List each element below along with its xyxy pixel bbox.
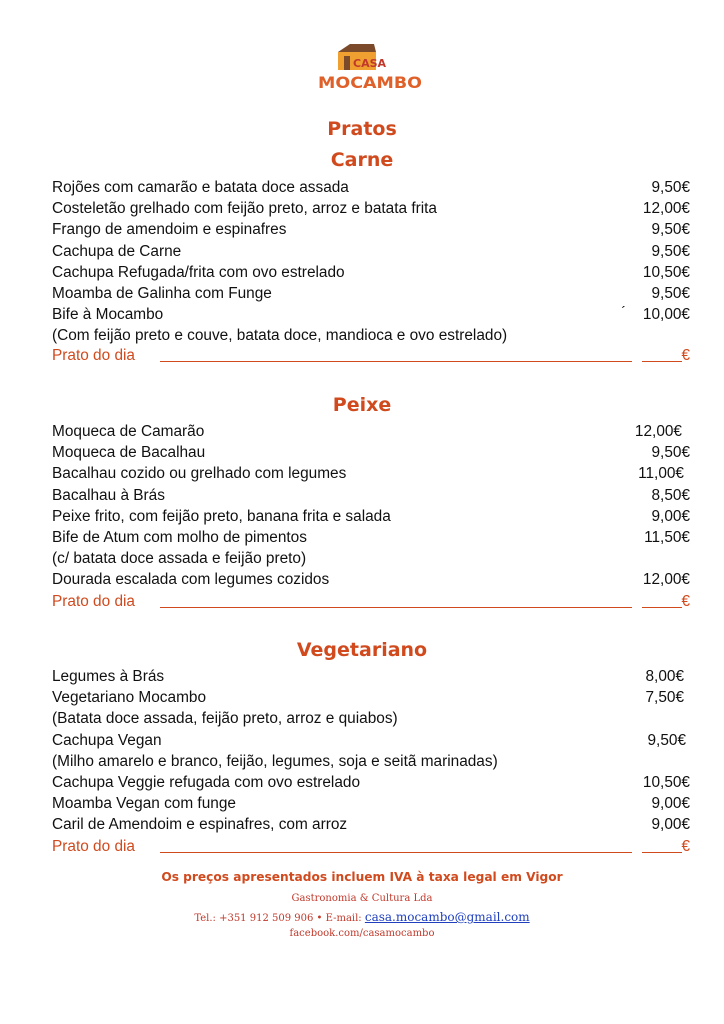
menu-item	[52, 506, 692, 527]
item-name: (Milho amarelo e branco, feijão, legumes, soja e seitã marinadas)	[52, 752, 498, 770]
item-name: Costeletão grelhado com feijão preto, arroz e batata frita	[52, 200, 437, 218]
menu-item	[52, 485, 692, 506]
menu-item	[52, 198, 692, 219]
euro-sign: €	[681, 593, 690, 610]
menu-item	[52, 814, 692, 835]
phone-text: Tel.: +351 912 509 906 • E-mail:	[194, 913, 365, 924]
item-name: Caril de Amendoim e espinafres, com arroz	[52, 816, 348, 834]
item-name: Bife de Atum com molho de pimentos	[52, 528, 307, 546]
stray-mark: ´	[621, 303, 626, 320]
item-price: 9,50€	[651, 284, 690, 302]
item-name: (Batata doce assada, feijão preto, arroz e quiabos)	[52, 710, 398, 728]
item-name: Vegetariano Mocambo	[52, 689, 207, 707]
item-name: Bacalhau cozido ou grelhado com legumes	[52, 465, 347, 483]
price-blank-line	[642, 852, 682, 853]
section-heading-vegetariano: Vegetariano	[296, 639, 428, 661]
item-name: Bife à Mocambo	[52, 306, 164, 324]
item-price: 9,00€	[651, 795, 690, 813]
peixe-list	[52, 421, 692, 591]
item-price: 8,50€	[651, 486, 690, 504]
item-price: 12,00€	[642, 571, 690, 589]
menu-item	[52, 177, 692, 198]
company-name: Gastronomia & Cultura Lda	[291, 893, 433, 904]
section-heading-peixe: Peixe	[332, 394, 392, 416]
blank-line	[160, 361, 632, 362]
item-price: 11,50€	[644, 528, 690, 546]
prato-do-dia-vegetariano	[52, 836, 692, 858]
item-name: Moqueca de Camarão	[52, 423, 205, 440]
item-price: 11,00€	[638, 465, 684, 483]
item-price: 7,50€	[645, 689, 684, 707]
prato-do-dia-carne	[52, 345, 692, 367]
item-name: Peixe frito, com feijão preto, banana frita e salada	[52, 507, 391, 525]
item-price: 9,50€	[651, 179, 690, 196]
blank-line	[160, 607, 632, 608]
menu-item	[52, 262, 692, 283]
price-blank-line	[642, 607, 682, 608]
item-price: 9,50€	[651, 221, 690, 239]
item-price: 12,00€	[634, 423, 682, 440]
menu-item	[52, 219, 692, 240]
menu-item	[52, 527, 692, 548]
logo-line2: MOCAMBO	[318, 73, 422, 92]
item-price: 9,50€	[651, 242, 690, 260]
prato-do-dia-peixe	[52, 591, 692, 613]
item-name: Cachupa Vegan	[52, 731, 162, 749]
menu-item	[52, 793, 692, 814]
menu-item-note	[52, 708, 692, 729]
item-name: Cachupa Refugada/frita com ovo estrelado	[52, 263, 345, 281]
menu-item	[52, 772, 692, 793]
section-heading-carne: Carne	[330, 149, 394, 171]
item-name: Cachupa Veggie refugada com ovo estrelado	[52, 773, 361, 791]
menu-title: Pratos	[327, 118, 397, 140]
menu-item-note	[52, 751, 692, 772]
facebook-link[interactable]: facebook.com/casamocambo	[289, 928, 435, 939]
item-price: 10,00€	[642, 306, 690, 324]
item-name: (Com feijão preto e couve, batata doce, mandioca e ovo estrelado)	[52, 327, 508, 345]
euro-sign: €	[681, 347, 690, 364]
menu-item	[52, 304, 692, 325]
item-price: 8,00€	[645, 668, 684, 685]
item-price: 9,50€	[647, 731, 686, 749]
casa-mocambo-logo	[316, 42, 426, 92]
menu-item	[52, 569, 692, 590]
menu-item	[52, 241, 692, 262]
email-link[interactable]: casa.mocambo@gmail.com	[364, 910, 530, 924]
menu-item	[52, 463, 692, 484]
menu-item-note	[52, 325, 692, 346]
menu-item	[52, 687, 692, 708]
item-name: (c/ batata doce assada e feijão preto)	[52, 550, 307, 568]
vat-notice: Os preços apresentados incluem IVA à taxa legal em Vigor	[161, 870, 563, 884]
euro-sign: €	[681, 838, 690, 855]
contact-line	[0, 910, 724, 924]
item-name: Dourada escalada com legumes cozidos	[52, 571, 330, 589]
item-name: Bacalhau à Brás	[52, 486, 165, 504]
item-name: Moqueca de Bacalhau	[52, 444, 206, 462]
item-price: 9,50€	[651, 444, 690, 462]
menu-item	[52, 442, 692, 463]
item-name: Moamba Vegan com funge	[52, 795, 236, 813]
carne-list	[52, 177, 692, 347]
prato-do-dia-label: Prato do dia	[52, 347, 135, 364]
item-name: Legumes à Brás	[52, 668, 165, 685]
item-name: Moamba de Galinha com Funge	[52, 284, 272, 302]
menu-item	[52, 730, 692, 751]
item-name: Cachupa de Carne	[52, 242, 182, 260]
item-price: 12,00€	[642, 200, 690, 218]
menu-item-note	[52, 548, 692, 569]
menu-item	[52, 421, 692, 442]
price-blank-line	[642, 361, 682, 362]
vegetariano-list	[52, 666, 692, 836]
blank-line	[160, 852, 632, 853]
logo-line1: CASA	[353, 57, 387, 70]
item-name: Rojões com camarão e batata doce assada	[52, 179, 349, 196]
menu-item	[52, 666, 692, 687]
menu-item	[52, 283, 692, 304]
item-price: 9,00€	[651, 816, 690, 834]
prato-do-dia-label: Prato do dia	[52, 838, 135, 855]
item-price: 10,50€	[642, 773, 690, 791]
prato-do-dia-label: Prato do dia	[52, 593, 135, 610]
item-price: 9,00€	[651, 507, 690, 525]
item-name: Frango de amendoim e espinafres	[52, 221, 287, 239]
item-price: 10,50€	[642, 263, 690, 281]
